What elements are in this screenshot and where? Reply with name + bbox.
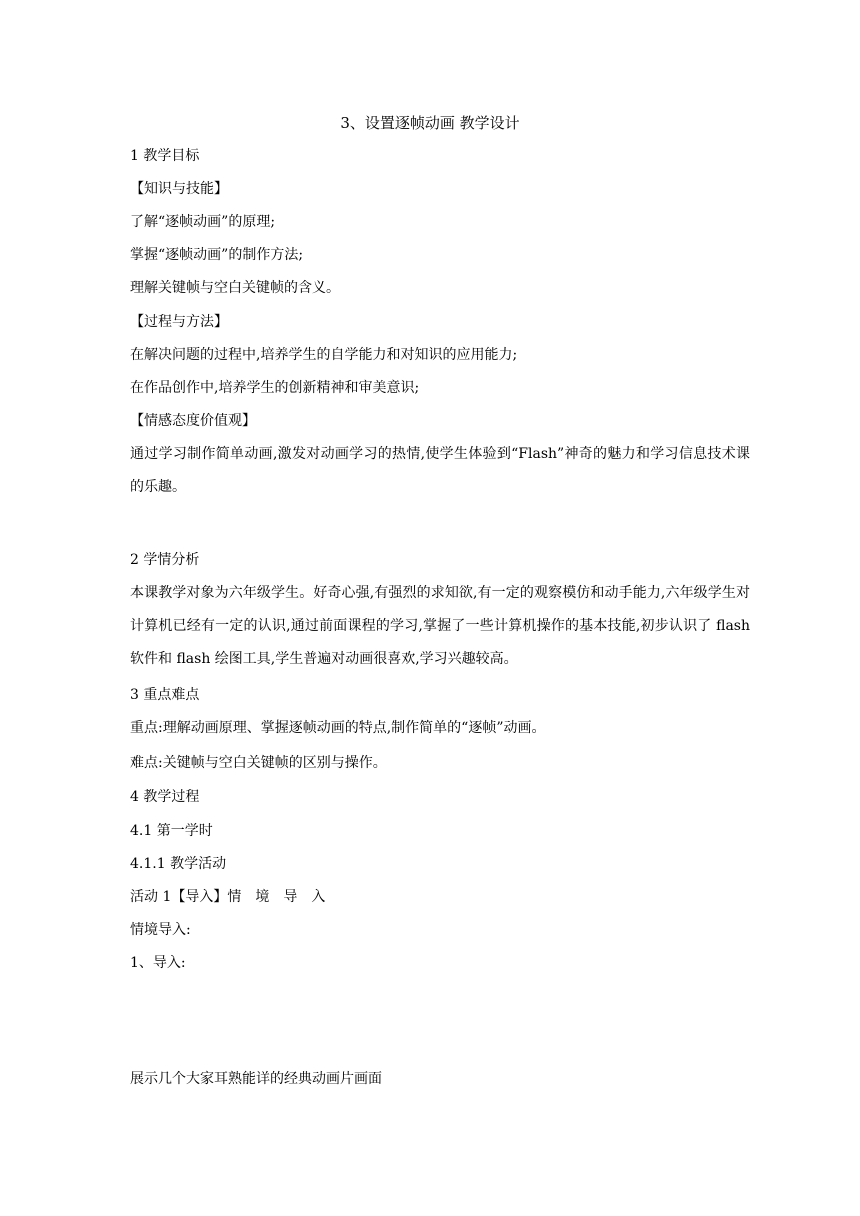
subsection-activities: 4.1.1 教学活动	[130, 856, 227, 872]
process-item-1: 在解决问题的过程中,培养学生的自学能力和对知识的应用能力;	[130, 347, 518, 363]
document-title: 3、设置逐帧动画 教学设计	[340, 114, 520, 132]
knowledge-item-2: 掌握“逐帧动画”的制作方法;	[130, 247, 304, 263]
section-heading-key-points: 3 重点难点	[130, 687, 200, 703]
analysis-paragraph: 本课教学对象为六年级学生。好奇心强,有强烈的求知欲,有一定的观察模仿和动手能力,六年级学生对计算机已经有一定的认识,通过前面课程的学习,掌握了一些计算机操作的基本技能,初步认识了 flash 软件和 flash 绘图工具,学生普遍对动画很喜欢,学习兴趣较高。	[130, 585, 750, 667]
activity-1-heading: 活动 1【导入】情 境 导 入	[130, 889, 326, 905]
subheading-emotion: 【情感态度价值观】	[130, 413, 256, 429]
show-cartoons-text: 展示几个大家耳熟能详的经典动画片画面	[130, 1071, 382, 1087]
subsection-first-lesson: 4.1 第一学时	[130, 823, 213, 839]
knowledge-item-1: 了解“逐帧动画”的原理;	[130, 214, 276, 230]
process-item-2: 在作品创作中,培养学生的创新精神和审美意识;	[130, 380, 420, 396]
subheading-process: 【过程与方法】	[130, 314, 228, 330]
emotion-paragraph: 通过学习制作简单动画,激发对动画学习的热情,使学生体验到“Flash”神奇的魅力和学习信息技术课的乐趣。	[130, 446, 750, 495]
section-heading-analysis: 2 学情分析	[130, 552, 200, 568]
section-heading-objectives: 1 教学目标	[130, 148, 200, 164]
knowledge-item-3: 理解关键帧与空白关键帧的含义。	[130, 280, 340, 296]
intro-item-1: 1、导入:	[130, 955, 186, 971]
section-heading-process: 4 教学过程	[130, 789, 200, 805]
subheading-knowledge: 【知识与技能】	[130, 181, 228, 197]
difficulty-text: 难点:关键帧与空白关键帧的区别与操作。	[130, 755, 387, 771]
intro-label: 情境导入:	[130, 922, 191, 938]
key-point-text: 重点:理解动画原理、掌握逐帧动画的特点,制作简单的“逐帧”动画。	[130, 720, 546, 736]
